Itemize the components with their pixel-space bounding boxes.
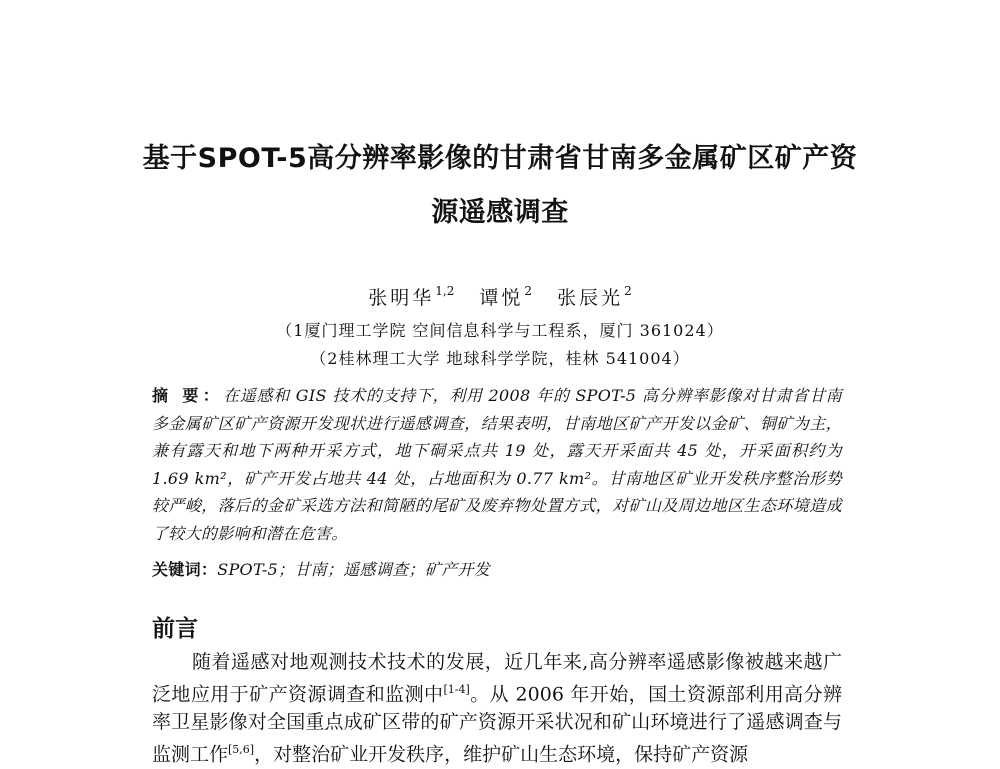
- body-text: ，对整治矿业开发秩序，维护矿山生态环境，保持矿产资源: [254, 743, 749, 766]
- author: [557, 283, 632, 309]
- author-name: 谭悦: [479, 287, 524, 309]
- author-name: 张辰光: [557, 287, 624, 309]
- author: [479, 283, 533, 309]
- author-list: [0, 283, 1000, 310]
- citation: [1-4]: [443, 683, 470, 696]
- paper-title-line-1: 基于SPOT-5高分辨率影像的甘肃省甘南多金属矿区矿产资: [142, 143, 858, 174]
- affiliation-2: （2桂林理工大学 地球科学学院，桂林 541004）: [310, 349, 690, 368]
- affiliation-1: （1厦门理工学院 空间信息科学与工程系，厦门 361024）: [276, 321, 724, 340]
- body-paragraph: [152, 648, 842, 769]
- abstract: [152, 382, 842, 547]
- section-heading: 前言: [152, 616, 198, 642]
- author-affiliation-mark: 2: [624, 283, 632, 298]
- author-affiliation-mark: 1,2: [435, 283, 455, 298]
- abstract-label: 摘 要：: [152, 386, 224, 405]
- paper-title-line-2: 源遥感调查: [431, 197, 569, 228]
- author: [368, 283, 455, 309]
- keywords: [152, 557, 490, 580]
- keyword: 矿产开发: [424, 560, 490, 579]
- citation: [5,6]: [228, 743, 255, 757]
- abstract-text: 在遥感和 GIS 技术的支持下，利用 2008 年的 SPOT-5 高分辨率影像对甘肃省甘南多金属矿区矿产资源开发现状进行遥感调查，结果表明，甘南地区矿产开发以金矿、铜矿为主，兼有露天和地下两种开采方式，地下硐采点共 19 处，露天开采面共 45 处，开采面积约为 1.69 km²，矿产开发占地共 44 处，占地面积为 0.77 km²。甘南地区矿业开发秩序整治形势较严峻，落后的金矿采选方法和简陋的尾矿及废弃物处置方式，对矿山及周边地区生态环境造成了较大的影响和潜在危害。: [152, 386, 843, 543]
- body-text: 随着遥感对地观测技术技术的发展，近几年来,高分辨率遥感影像被越来越广泛地应用于矿产资源调查和监测中: [152, 651, 842, 706]
- keyword: 遥感调查；: [343, 560, 425, 579]
- keyword: SPOT-5；: [217, 560, 295, 579]
- keyword: 甘南；: [294, 560, 344, 579]
- keywords-label: 关键词：: [152, 560, 218, 579]
- author-name: 张明华: [368, 287, 435, 309]
- author-affiliation-mark: 2: [524, 283, 533, 298]
- body-text: 。从 2006 年开始，国土资源部利用高分辨率卫星影像对全国重点成矿区带的矿产资源开采状况和矿山环境进行了遥感调查与监测工作: [152, 683, 842, 766]
